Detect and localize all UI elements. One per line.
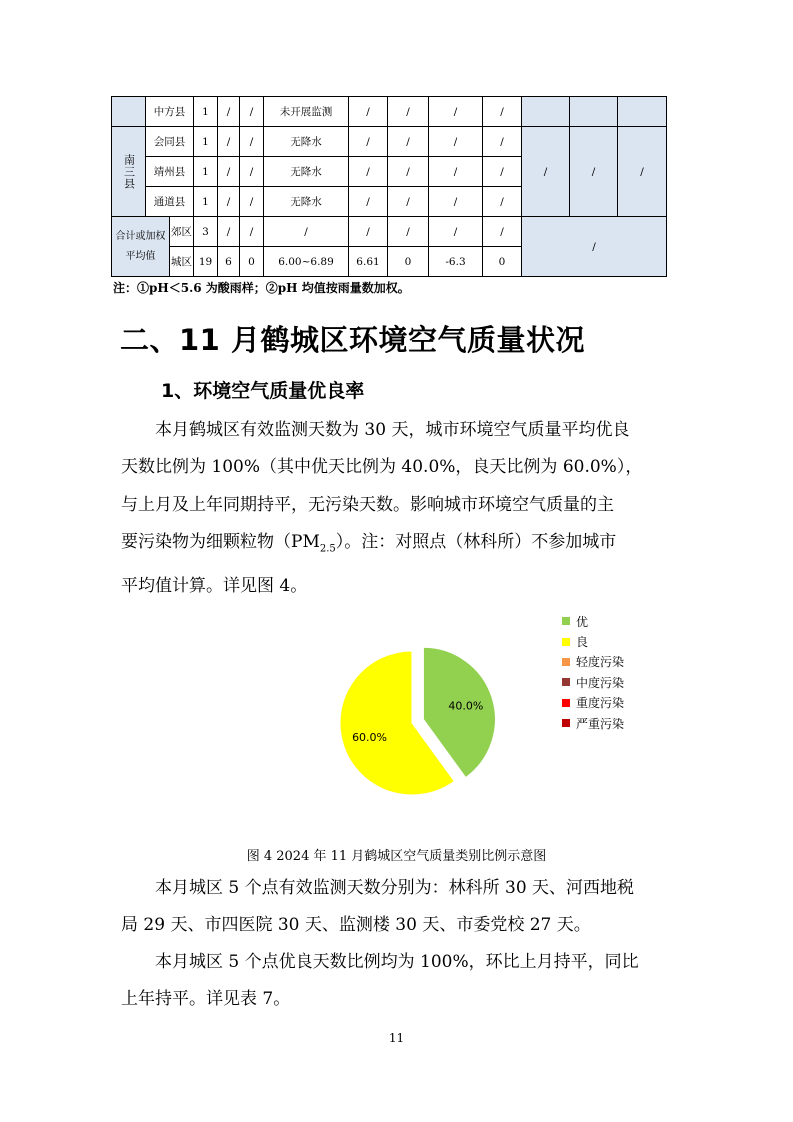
- table-row: 城区 19 6 0 6.00~6.89 6.61 0 -6.3 0: [112, 247, 667, 277]
- legend-swatch: [562, 617, 570, 625]
- table-row: 中方县 1 / / 未开展监测 / / / /: [112, 97, 667, 127]
- legend-item: 重度污染: [562, 693, 624, 713]
- pie-chart: [310, 600, 550, 810]
- legend-swatch: [562, 699, 570, 707]
- group-label-south: 南三县: [112, 127, 146, 217]
- figure-caption: 图 4 2024 年 11 月鹤城区空气质量类别比例示意图: [246, 849, 547, 864]
- legend-item: 中度污染: [562, 672, 624, 692]
- legend-swatch: [562, 658, 570, 666]
- paragraph-good-days: 本月城区 5 个点优良天数比例均为 100%，环比上月持平，同比 上年持平。详见表 7。: [121, 952, 639, 1010]
- subheading: 1、环境空气质量优良率: [161, 380, 365, 402]
- chart-legend: [562, 611, 624, 733]
- table-row: 南三县 会同县 1 / / 无降水 / / / / / / /: [112, 127, 667, 157]
- legend-swatch: [562, 719, 570, 727]
- pie-data-label: 40.0%: [448, 699, 484, 713]
- paragraph-rate: 本月鹤城区有效监测天数为 30 天，城市环境空气质量平均优良 天数比例为 100%（其中优天比例为 40.0%，良天比例为 60.0%）， 与上月及上年同期持平，无污染天数。影响城市环境空气质量的主 要污染物为细颗粒物$(PM_{2.5})$。注：对照点（林科所）不参加城市 平均值计算。详见图 4。: [121, 420, 643, 596]
- table-row: 合计或加权平均值 郊区 3 / / / / / / / /: [112, 217, 667, 247]
- legend-swatch: [562, 678, 570, 686]
- paragraph-valid-days: 本月城区 5 个点有效监测天数分别为：林科所 30 天、河西地税 局 29 天、市四医院 30 天、监测楼 30 天、市委党校 27 天。: [121, 878, 635, 936]
- legend-swatch: [562, 638, 570, 646]
- pie-data-label: 60.0%: [352, 730, 388, 744]
- acid-rain-table: [111, 96, 667, 277]
- group-label-total: 合计或加权平均值: [112, 217, 170, 277]
- page-number: 11: [388, 1031, 405, 1045]
- legend-item: 轻度污染: [562, 652, 624, 672]
- section-heading: 二、11 月鹤城区环境空气质量状况: [120, 323, 585, 357]
- table-row: 靖州县 1 / / 无降水 / / / /: [112, 157, 667, 187]
- legend-item: 严重污染: [562, 713, 624, 733]
- legend-item: 优: [562, 611, 624, 631]
- legend-item: 良: [562, 631, 624, 651]
- table-note: 注：①pH＜5.6 为酸雨样；②pH 均值按雨量数加权。: [113, 281, 410, 295]
- table-row: 通道县 1 / / 无降水 / / / /: [112, 187, 667, 217]
